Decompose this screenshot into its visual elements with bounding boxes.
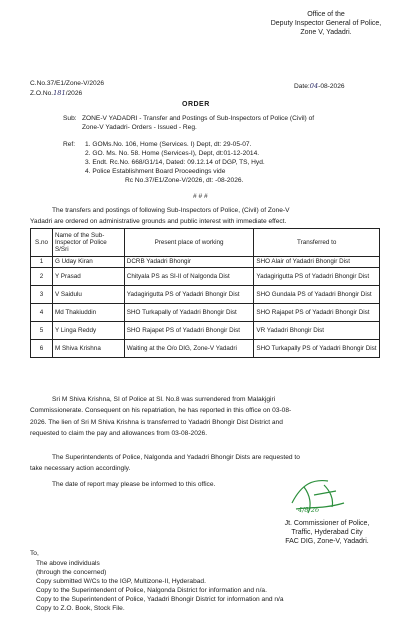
repatriation-paragraph [30,394,378,440]
para-line: Commissionerate. Consequent on his repatriation, he has reported in this office on 03-08- [30,407,292,415]
cell-transferred: SHO Alair of Yadadri Bhongir Dist [254,257,380,268]
copy-line: Copy to the Superintendent of Police, Nalgonda District for information and n/a. [36,587,267,594]
cell-name: Y Prasad [52,268,124,286]
cell-sno: 6 [31,340,53,358]
cell-transferred: VR Yadadri Bhongir Dist [254,322,380,340]
to-label: To, [30,550,39,557]
table-row [31,268,380,286]
signature-line: FAC DIG, Zone-V, Yadadri. [285,538,369,545]
to-line: (through the concerned) [36,569,107,576]
ref-label: Ref: [63,141,76,148]
para-line: 2026. The lien of Sri M Shiva Krishna is transferred to Yadadri Bhongir Dist District and [30,418,283,426]
cell-present: Chityala PS as SI-II of Nalgonda Dist [124,268,254,286]
table-row [31,322,380,340]
copy-line: Copy submitted W/Cs to the IGP, Multizone-II, Hyderabad. [36,578,206,585]
signature-line: Jt. Commissioner of Police, [284,520,370,527]
z-o-no-handwritten: 181 [53,89,66,97]
transfer-table [30,228,380,358]
order-title: ORDER [182,101,210,108]
table-row [31,340,380,358]
signature-date: 4/8/26 [298,506,320,514]
intro-line: Yadadri are ordered on administrative grounds and public interest with immediate effect. [30,218,287,226]
cell-present: Yadagirigutta PS of Yadadri Bhongir Dist [124,286,254,304]
header-name: Name of the Sub-Inspector of Police S/Sri [52,229,124,257]
subject-label: Sub: [63,115,77,122]
table-row [31,304,380,322]
cell-transferred: SHO Gundala PS of Yadadri Bhongir Dist [254,286,380,304]
subject-line: ZONE-V YADADRI - Transfer and Postings of Sub-Inspectors of Police (Civil) of [82,115,315,122]
table-header-row [31,229,380,257]
action-paragraph [30,452,378,475]
header-present: Present place of working [124,229,254,257]
z-o-no-suffix: /2026 [65,90,83,97]
cell-sno: 5 [31,322,53,340]
subject-line: Zone-V Yadadri- Orders - Issued - Reg. [82,124,197,131]
para-line: The Superintendents of Police, Nalgonda and Yadadri Bhongir Dists are requested to [52,454,300,461]
cell-name: V Saidulu [52,286,124,304]
ref-item: 3. Endt. Rc.No. 668/G1/14, Dated: 09.12.14 of DGP, TS, Hyd. [85,159,265,166]
para-line: requested to claim the pay and allowances from 03-08-2026. [30,430,208,438]
cell-sno: 3 [31,286,53,304]
date-prefix: Date: [294,83,310,90]
separator: # # # [193,193,208,200]
signature-line: Traffic, Hyderabad City [291,529,363,536]
table-row [31,257,380,268]
signature-block [262,519,392,546]
to-line: The above individuals [36,560,100,567]
cell-transferred: SHO Rajapet PS of Yadadri Bhongir Dist [254,304,380,322]
cell-transferred: SHO Turkapally PS of Yadadri Bhongir Dist [254,340,380,358]
intro-line: The transfers and postings of following Sub-Inspectors of Police, (Civil) of Zone-V [52,207,290,214]
para-line: take necessary action accordingly. [30,465,131,473]
cell-name: Md Thakiuddin [52,304,124,322]
cell-sno: 4 [31,304,53,322]
date-handwritten: 04 [309,82,319,90]
table-row [31,286,380,304]
ref-item: 1. GOMs.No. 106, Home (Services. I) Dept, dt: 29-05-07. [85,141,252,148]
cell-present: SHO Turkapally of Yadadri Bhongir Dist [124,304,254,322]
ref-item: 4. Police Establishment Board Proceedings vide [85,168,226,175]
cell-name: G Uday Kiran [52,257,124,268]
date-suffix: -08-2026 [318,83,345,90]
cell-sno: 1 [31,257,53,268]
copy-line: Copy to Z.O. Book, Stock File. [36,605,125,612]
office-line: Deputy Inspector General of Police, [270,20,382,27]
para-line: Sri M Shiva Krishna, SI of Police at Sl. No.8 was surrendered from Malakjgiri [52,396,276,403]
office-line: Zone V, Yadadri. [300,29,352,36]
ref-item: 2. GO. Ms. No. 58. Home (Services-I), Dept, dt:01-12-2014. [85,150,260,157]
office-line: Office of the [307,11,345,18]
office-header [262,10,390,37]
cell-present: Waiting at the O/o DIG, Zone-V Yadadri [124,340,254,358]
order-date [294,82,345,91]
z-o-no-prefix: Z.O.No. [30,90,54,97]
cell-sno: 2 [31,268,53,286]
para-line: The date of report may please be informed to this office. [52,481,216,488]
header-sno: S.no [31,229,53,257]
cell-name: M Shiva Krishna [52,340,124,358]
intro-paragraph [30,205,374,228]
cell-present: SHO Rajapet PS of Yadadri Bhongir Dist [124,322,254,340]
signature-scribble [284,473,354,523]
z-o-no [30,89,82,98]
cell-transferred: Yadagirigutta PS of Yadadri Bhongir Dist [254,268,380,286]
c-no: C.No.37/E1/Zone-V/2026 [30,80,105,87]
cell-name: Y Linga Reddy [52,322,124,340]
ref-item: Rc No.37/E1/Zone-V/2026, dt: -08-2026. [125,177,244,184]
copy-line: Copy to the Superintendent of Police, Yadadri Bhongir District for information and n/a [36,596,284,603]
cell-present: DCRB Yadadri Bhongir [124,257,254,268]
header-transferred: Transferred to [254,229,380,257]
